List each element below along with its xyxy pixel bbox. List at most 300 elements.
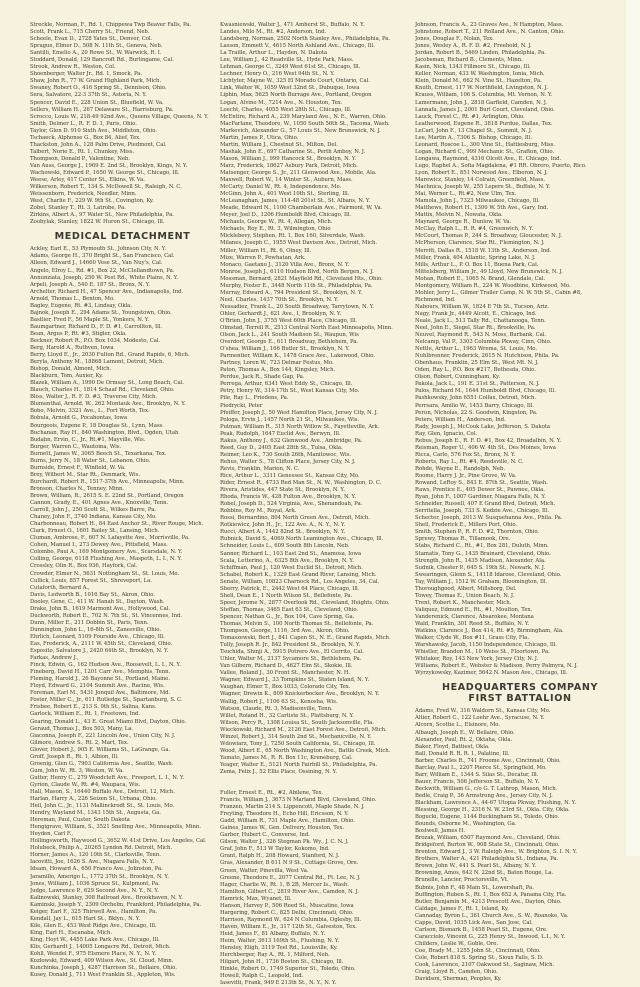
roster-entry: Serritella, Joseph, 733 S. Kedzie Ave., Chicago, Ill.	[415, 508, 550, 515]
roster-entry: Mohan, Robert E., 1065 N. Brand, Glendale, Cal.	[415, 275, 546, 282]
roster-entry: Harlan, Harry A., 226 Seizen St., Urbana, Ohio.	[30, 796, 157, 803]
roster-entry: Nabours, William W., 1824 E 7th St., Tucson, Ariz.	[415, 303, 549, 310]
roster-entry: Sanner, Richard L., 103 East 2nd St., Anamosa, Iowa	[220, 550, 362, 557]
column-2	[220, 22, 416, 987]
roster-entry: Johnstone, Robert T., 211 Rolland Ave., N. Canton, Ohio.	[415, 29, 565, 36]
roster-entry: Wald, Franklin, 301 Reed St., Buffalo, N. Y.	[415, 620, 530, 627]
roster-entry: Crossley, Olin R., Box 936, Hayfork, Cal.	[30, 563, 138, 570]
roster-entry: Alleen, Edward J., 14660 Vose St., Van Nuy's, Cal.	[30, 260, 163, 267]
roster-entry: Peak, Rudolph, 1647 Euclid Ave., Berwyn, Ill.	[220, 430, 341, 437]
roster-entry: Hanson, Harvey P., 506 Reed St., Muscatine, Iowa	[220, 902, 354, 909]
roster-entry: Beryla, Anthony M., 18868 Lamont, Detroit, Mich.	[30, 359, 165, 366]
roster-entry: Eas, Frederick, A., 2111 W. 45th St., Cleveland, Ohio.	[30, 640, 173, 647]
roster-entry: Marewicz, Stanley, 14 Colrain, Greenfield, Mass.	[415, 177, 546, 184]
roster-entry: LeCarl, John F., 13 Chapel St., Summit, N. J.	[415, 127, 533, 134]
roster-entry: Duckworth, Robert E., 702 N. 7th St., St. Vincennes, Ind.	[30, 612, 183, 619]
roster-entry: Davidson, Sherman, Peoples, Ky.	[415, 976, 502, 983]
roster-entry: Pfeiffer, Joseph J., 50 West Hamilton Place, Jersey City, N. J.	[220, 409, 378, 416]
roster-entry: Gum, John W., Rt. 3, Weston, W. Va.	[30, 767, 124, 774]
roster-entry: Paton, Thomas A., Box 144, Kingsley, Mich.	[220, 367, 336, 374]
roster-entry: Mason, William J., 999 Hancock St., Brooklyn, N. Y.	[220, 155, 357, 162]
roster-entry: Spencer, Nathan G., Jr., Box 104, Cave Spring, Ga.	[220, 613, 355, 620]
roster-entry: West, Charlie F., 229 W. 9th St., Covington, Ky.	[30, 198, 154, 205]
roster-entry: McEntire, Richard A., 239 Maryland Ave., N. E., Warren, Ohio.	[220, 113, 387, 120]
roster-entry: Matsenger, George S., Jr., 211 Glenwood Ave., Mobile, Ala.	[220, 169, 377, 176]
roster-entry: Michaels, George W., Rt. 4, Allegan, Mich.	[220, 219, 333, 226]
roster-list	[30, 22, 215, 226]
roster-entry: Olson, Robert, Cunningham, Ky.	[415, 374, 501, 381]
roster-entry: Neel, Charles, 1437 70th St., Brooklyn, N. Y.	[220, 296, 339, 303]
roster-entry: McCourt, Thomas P., 244 S. Broadway, Gloucester, N. J.	[415, 233, 563, 240]
roster-entry: Weissenborn, Frederick, Needler, Minn.	[30, 191, 137, 198]
roster-entry: Cluman, Ambrose, F., 607 N. Lafayette Ave., Morrisville, Pa.	[30, 535, 190, 542]
roster-entry: Robbins, Roy M., Royal, Ark.	[220, 508, 297, 515]
roster-entry: Barclay, Paul L., 2207 Pierce St., Springfield, Mo.	[415, 764, 547, 771]
list-gap	[220, 776, 416, 790]
roster-entry: Perdue, Jack R., Shade Gap, Pa.	[220, 374, 305, 381]
roster-entry: Swearingen, Glenn S., 14118 Idarose, Cleveland, Ohio.	[415, 571, 562, 578]
roster-entry: Bean, Argus P., Rt. #3, Stigler, Okla.	[30, 330, 127, 337]
roster-entry: Ohler, Gerhardt J., 621 Ave., I, Brooklyn, N. Y.	[220, 310, 342, 317]
roster-entry: Lechner, Henry O., 216 West 94th St., N. Y.	[220, 71, 335, 78]
roster-entry: Ackley, Earl E., 53 Plymouth St., Johnson City, N. Y.	[30, 246, 167, 253]
roster-entry: Pashkowsky, John 6551 Colfax, Detroit, Mich.	[415, 395, 537, 402]
roster-entry: Machnica, Joseph W., 255 Lepere St., Buffalo, N. Y.	[415, 184, 551, 191]
roster-entry: Van Gilbern, Richard D., 4627 Elm St., Skokie, Ill.	[220, 663, 353, 670]
column-3	[415, 22, 625, 983]
roster-entry: Bogucki, Eugene, 1144 Buckingham St., Toledo, Ohio.	[415, 814, 560, 821]
roster-entry: Burnside, Ernest F., Winfield, W. Va.	[30, 464, 126, 471]
roster-entry: Bliss, Walter J., R. F. D. #3, Traverse City, Mich.	[30, 394, 158, 401]
roster-entry: Montgomery, William R., 224 W. Woodbine, Kirkwood, Mo.	[415, 282, 571, 289]
roster-entry: Giaconna, Joseph F., 221 Lincoln Ave., Union City, N. J.	[30, 732, 176, 739]
roster-entry: Schiffman, Paul J., 120 West Euclid St., Detroit, Mich.	[220, 564, 363, 571]
roster-entry: Heim, Walter, 3613 169th St., Flushing, N. Y.	[220, 938, 340, 944]
roster-entry: Longawa, Raymond, 4316 Olcott Ave., E. Chicago, Ind.	[415, 155, 562, 162]
roster-entry: Schneider, Russell, 407 E Grand Blvd, Detroit, Mich.	[415, 501, 556, 508]
roster-entry: Bobula, Arnold G., Pocahontas, Iowa	[30, 415, 128, 422]
roster-entry: Reimer, Leo K., 730 South 26th, Manitowoc, Wis.	[220, 451, 352, 458]
section-heading-line: FIRST BATTALION	[468, 693, 572, 705]
roster-entry: Brenton, Edward J., 3 W. Raleigh Ave., W. Brighton, S. I. N. Y.	[415, 849, 578, 856]
roster-entry: Rowand, LeRoy S., 843 E. 87th St., Seattle, Wash.	[415, 480, 548, 487]
roster-entry: Logan, Alvino M., 7214 Ave., N. Houston, Tex.	[220, 99, 343, 106]
roster-entry: Thackston, John A., 128 Palm Drive, Piedmont, Cal.	[30, 141, 167, 148]
roster-entry: Rakus, Anthony J., 632 Glenwood Ave., Ambridge, Pa.	[220, 437, 363, 444]
roster-entry: Cannon, Grady, E., 401 Agnes Ave., Knoxville, Tenn.	[30, 500, 169, 507]
roster-entry: Jacobsman, Richard B., Clements, Minn.	[415, 57, 523, 64]
roster-entry: Finck, Edwin, G., 162 Hudson Ave., Roosevelt, L. I., N. Y.	[30, 662, 181, 669]
roster-entry: Berry, Lloyd E., Jr., 2030 Fulton Rd., Grand Rapids, 6, Mich.	[30, 352, 190, 359]
roster-entry: Monaco, Gaetano J., 3120 Villa Ave., Bronx, N. Y.	[220, 261, 350, 268]
roster-entry: Rubnick, David S., 4069 North Leamington Ave., Chicago, Ill.	[220, 536, 384, 543]
roster-entry: Jones, Douglas F., Nolan, Tex.	[415, 36, 494, 43]
roster-entry: Matthews, Robert H., 1300 W. 5th Ave., Gary, Ind.	[415, 205, 549, 212]
roster-entry: Bronson, Charles N., Tenney, Minn.	[30, 485, 125, 492]
roster-entry: Ehrlich, Leonard, 5109 Fourside Ave., Chicago, Ill.	[30, 633, 165, 640]
roster-entry: Ball, Donald R. R. R. 1, Palatine, Ill.	[415, 750, 510, 757]
roster-entry: Yamato, James M., R. R. Box 11c, Kreneburg, Cal.	[220, 754, 353, 761]
roster-entry: Brey, Wilbert M., Star Rt., Denmark, Wis.	[30, 471, 141, 478]
roster-entry: Gilmore, Andrew S., Rt. 2, Mart, Tex.	[30, 739, 129, 746]
roster-entry: Cohen, Manuel I., 273 Dewey Ave., Pittsfield, Mass.	[30, 542, 168, 549]
roster-entry: Brozak, William, 6507 Raymond Ave., Cleveland, Ohio.	[415, 835, 561, 842]
roster-entry: Swaney, Robert O., 416 Spring St., Dennison, Ohio.	[30, 85, 167, 92]
roster-entry: Rebus, Joseph E., R. F. D. #1, Box 42, Broadalbin, N. Y.	[415, 437, 562, 444]
roster-entry: Martin, James P., Utica, Ohio.	[220, 134, 299, 141]
roster-entry: Miller, William H., Rt. 6, Olney, Ill.	[220, 247, 312, 254]
roster-entry: Steffan, Thomas, 3465 East 63 St., Cleveland, Ohio.	[220, 606, 359, 613]
roster-entry: Herchberger, Ray A., Rt. 1, Milford, Neb.	[220, 952, 330, 959]
roster-entry: Annunziata, Joseph, 250 W. Post Rd., White Plains, N. Y.	[30, 274, 179, 281]
roster-entry: Leatherwood, Eugene R., 3818 Purdue, Dallas, Tex.	[415, 120, 553, 127]
roster-entry: Nagy, Frank Jr., 4449 Alcott, E., Chicago, Ind.	[415, 310, 537, 317]
roster-entry: Davis, Ledworth B., 1016 Bay St., Akron, Ohio.	[30, 591, 155, 598]
roster-entry: Hager, Charlie W., Rt. 1, B 2B, Mercer Is., Wash.	[220, 881, 349, 888]
roster-entry: Colombo, Paul A., 169 Montgomery Ave., Scarsdale, N. Y.	[30, 549, 183, 556]
roster-entry: Wdowiarz, Tony J., 7250 South California, St., Chicago, Ill.	[220, 740, 376, 747]
roster-entry: Vallee, Roland J., 30 Front St., Manchester, N. H.	[220, 670, 351, 677]
roster-entry: Hamilton, Gilbert C., 2819 River Ave., Camden, N. J.	[220, 888, 359, 895]
roster-entry: Zirkins, Albert A., 97 Water St., New Philadelphia, Pa.	[30, 212, 174, 219]
roster-entry: Rhoda, Francis W., 428 Fulton Ave., Brooklyn, N. Y.	[220, 494, 356, 501]
roster-entry: Lee, William J., 42 Readville St., Hyde Park, Mass.	[220, 57, 354, 64]
roster-entry: Gutter, Henry C., 279 Woodcleft Ave., Freeport, L. I., N. Y.	[30, 774, 185, 781]
roster-entry: Wood, Albert E., 65 North Washington Ave., Battle Creek, Mich.	[220, 747, 391, 754]
roster-entry: Towey, Thomas E., Union Beach, N. J.	[415, 592, 515, 599]
roster-entry: Charbonneau, Robert H., 84 East Anchor St., River Rouge, Mich.	[30, 521, 204, 528]
roster-entry: Winzel, Robert J., 314 South 2nd St., Mechanicville, N. Y.	[220, 733, 372, 740]
roster-entry: Mashak, John E., 697 Catharine St., Perth Amboy, N. J.	[220, 148, 366, 155]
roster-entry: Jordan, Robert B., 5469 Linden, Philadelphia, Pa.	[415, 50, 546, 57]
roster-entry: Glover, Hobert J., 905 E. Williams St., LaGrange, Ga.	[30, 746, 171, 753]
roster-entry: Holubeck, Philip A., 20265 Lyndon Rd. Detroit, Mich.	[30, 845, 173, 852]
roster-entry: Butler, Benjamin M., 4213 Prescott Ave., Dayton, Ohio.	[415, 898, 562, 905]
roster-entry: Landes, Milo M., Rt. #2, Anderson, Ind.	[220, 29, 327, 36]
roster-entry: Blauch, Charles H., 1814 Schaaf Rd., Cleveland, Ohio.	[30, 387, 175, 394]
roster-entry: Scott, Frank L., 715 Cherry St., Friend, Neb.	[30, 29, 150, 36]
roster-entry: Iacovitti, Joe, 1626 S. Ave., Niagara Falls, N. Y.	[30, 859, 155, 866]
roster-entry: Tsuchida, Shinji A., 5915 Potrero Ave., El Cerrito, Cal.	[220, 649, 364, 656]
roster-entry: Greene, Theodore E., 2077 Central Rd., Ft. Lee, N. J.	[220, 874, 361, 881]
roster-entry: Gaines, James W., Gen. Delivery, Houston, Tex.	[220, 825, 345, 832]
roster-entry: Micklebevy, Stephen, Rt. 1, Box 160, Silverdale, Wash.	[220, 233, 366, 240]
roster-entry: Baker, Floyd, Battiest, Okla.	[415, 743, 490, 750]
roster-entry: Stoddard, Donald, 129 Bancroft Rd., Burlingame, Cal.	[30, 57, 174, 64]
roster-entry: Heid, James F., 81 Albany, Buffalo, N. Y.	[220, 930, 326, 937]
roster-entry: Keller, Norman, 433 W. Washington, Ionia, Mich.	[415, 71, 545, 78]
roster-entry: Blazek, William A., 1990 De Ormsay St., Long Beach, Cal.	[30, 380, 184, 387]
roster-entry: Bedle, Craig P., 36 Armstrong Ave., Jersey City, N. J.	[415, 792, 553, 799]
roster-entry: Bostwell, James H.	[415, 828, 466, 835]
roster-entry: Ricca, Carlo, 576 Fox St., Bronx, N. Y.	[415, 451, 516, 458]
section-heading-line: HEADQUARTERS COMPANY	[441, 682, 599, 694]
roster-entry: Marz, Frederick, 18627 Asbury Park, Detroit, Mich.	[220, 162, 358, 169]
roster-entry: Hollingsworth, Haywood G., 3652 W. 41st Drive, Los Angeles, Cal.	[30, 838, 207, 845]
section-heading	[415, 682, 625, 704]
roster-entry: Mattix, Melvin N., Nowata, Okla.	[415, 212, 503, 219]
roster-entry: Klis, Gerhardt J., 14005 Longacre Rd., Detroit, Mich.	[30, 944, 171, 950]
roster-entry: Valiquez, Edmund E., Rt., #1, Moulton, Tex.	[415, 606, 533, 613]
roster-entry: Tully, Joseph R. Jr., 842 President St., Brooklyn, N. Y.	[220, 642, 361, 649]
roster-entry: Scheele, Evan D., 2728 Yates St., Denver, Col.	[30, 36, 153, 43]
roster-entry: Gadd, William R., 731 Maple Ave., Hamilton, Ohio.	[220, 818, 355, 825]
roster-entry: Watson, Claude, Rt. 3, Madisonville, Tenn.	[220, 705, 333, 712]
roster-entry: Wachowski, Edward P., 1650 W. George St., Chicago, Ill.	[30, 169, 180, 176]
roster-entry: Jones, William J., 1036 Spruce St., Kulpmont, Pa.	[30, 880, 160, 887]
roster-entry: Perrsara, Amilio W., 1453 Barry, Chicago, Ill.	[415, 402, 534, 409]
roster-entry: Revis, Franklin, Marion, N. C.	[220, 465, 300, 472]
roster-entry: Knuth, Ernest, 117 W. Northfield, Livingston, N. J.	[415, 85, 548, 92]
roster-entry: Harrison, Raymond W., 624 N Columbia, Oglesby, Ill.	[220, 916, 362, 923]
roster-entry: Schecter, Joseph, 2013 W. Susquehanna Ave., Phila. Pa.	[415, 515, 563, 522]
roster-list	[30, 246, 215, 979]
roster-entry: Pakola, Jack L., 191 E. 31st St., Patterson, N. J.	[415, 381, 540, 388]
roster-entry: Buffington, Ruben S., Rt. 1, Box 652 A, Panama City, Fla.	[415, 891, 567, 898]
roster-entry: Sherry, Patrick, E., 2442 West 64 Place, Chicago, Ill.	[220, 585, 360, 592]
section-heading-line: MEDICAL DETACHMENT	[54, 231, 191, 243]
roster-entry: Kile, Glen E., 453 West Ridge Ave., Chicago, Ill.	[30, 922, 157, 929]
roster-entry: Michaels, Roy E., Rt. 3, Wilmington, Ohio	[220, 226, 331, 233]
roster-entry: Logan, Richard C., 999 Mechanic St., Grafton, Ohio.	[415, 148, 555, 155]
roster-entry: Lichtyter, Mayne W., 325 El Morado Court, Ontario, Cal.	[220, 78, 370, 85]
roster-entry: Howell, Ralph C., Leopold, Ind.	[220, 973, 304, 980]
roster-entry: Lannafa, James J., 2001 Burl Court, Cleveland, Ohio.	[415, 106, 555, 113]
roster-entry: Murray, Edward A., 794 President St., Brooklyn, N. Y.	[220, 289, 363, 296]
roster-entry: Shell, Frederick E., Millers Port, Ohio.	[415, 522, 518, 529]
roster-entry: Horner, James A., 120 10th St., Clarksville, Tenn.	[30, 852, 161, 859]
roster-entry: Altier, Robert C., 122 Loehr Ave., Syracuse, N. Y.	[415, 715, 545, 722]
roster-entry: Wagner, Drewin K., 809 Knickerbocker Ave., Brooklyn, N. Y.	[220, 691, 380, 698]
roster-entry: Burnett, James W., 3065 Beech St., Texarkana, Tex.	[30, 450, 167, 457]
roster-entry: Williams, Robert E., Webster & Madison, Perry Palmyra, N. J.	[415, 663, 578, 670]
roster-entry: Clark, Ernest O., 1601 Bailey St., Lansing, Mich.	[30, 528, 160, 535]
roster-entry: Caracciolo, Vincent G., 225 Henry St., Inwood, L.I., N. Y.	[415, 933, 566, 940]
roster-entry: Bobo, Melvin, 3321 Ave., L., Fort Worth, Tex.	[30, 408, 150, 415]
roster-entry: Senate, William, 10823 Charnock Rd., Los Angeles, 34, Cal.	[220, 578, 380, 585]
roster-entry: Albaugh, Joseph E., W. Bellaire, Ohio.	[415, 729, 515, 736]
roster-entry: Craig, Lloyd R., Camden, Ohio.	[415, 969, 498, 976]
roster-entry: Ryan, John F., 1007 Gardiner, Niagara Falls, N. Y.	[415, 494, 546, 501]
roster-entry: Adams, George H., 370 Bright St., San Francisco, Cal.	[30, 253, 175, 260]
roster-entry: Maxwell, Robert W., 14 Winter St., Auburn, Mass.	[220, 177, 353, 184]
roster-entry: Fuller, Ernest E., Rt., #2, Abilene, Tex.	[220, 790, 324, 797]
roster-entry: Dunnington, John L., 16-8th St., Zanesville, Ohio.	[30, 626, 161, 633]
roster-entry: Johnson, Francis A., 23 Graves Ave., N Hampton, Mass.	[415, 22, 564, 28]
roster-entry: Sprague, Elmer D., 508 N. 11th St., Geneva, Neb.	[30, 43, 163, 50]
roster-entry: Burns, Jerry N., 18 Water St., Lebanon, Ohio.	[30, 457, 151, 464]
roster-entry: Hendry, Wayland M., 1343 15th St., Augusta, Ga.	[30, 810, 161, 817]
roster-entry: Foster, Miller C., Jr., 611 Rutledge St., Spartanburg, S. C.	[30, 697, 183, 704]
roster-entry: McPherson, Clarence, Star Rt., Flemington, N. J.	[415, 240, 545, 247]
roster-entry: Franzen, Martin 214 S. Lippencott, Maple Shade, N. J.	[220, 804, 365, 811]
roster-entry: Neuvel, Raymond R., 543 N. Moss, Burbank, Cal.	[415, 332, 547, 339]
roster-entry: Jones, Wesley A., R. F. D. #2, Freehold, N. J.	[415, 43, 532, 50]
roster-entry: Buchanan, Ray H., 840 Washington, Blvd., Ogden, Utah	[30, 429, 179, 436]
roster-entry: Gilson, Walter J., 326 Stegman Pk. Wy., J. C. N. J.	[220, 839, 349, 846]
roster-entry: Judge, Lawrence P., 629 Second Ave., N. Y., N. Y.	[30, 887, 159, 894]
roster-entry: Kwasniewski, Walter J., 471 Amherst St., Buffalo, N. Y.	[220, 22, 365, 28]
roster-entry: Miller, Frank, 404 Atlantic, Spring Lake, N. J.	[415, 254, 536, 261]
roster-entry: Landsberg, Norman, 2502 North Stanley Ave., Philadelphia, Pa.	[220, 36, 391, 43]
roster-entry: Palos, Richard M., 1644 Humboldt Blvd, Chicago, Ill.	[415, 388, 556, 395]
roster-entry: Blessing, George H., 2316 N. W. 23rd St., Okla. City, Okla.	[415, 807, 570, 814]
roster-entry: Rotkiewicz, John H., Jr., 122 Ave. A., N. Y., N. Y.	[220, 522, 346, 529]
roster-entry: Groff, Joseph R., Rt. 1, Albion, Ill.	[30, 753, 119, 760]
roster-entry: Smith, Delmer L., R. F. D. 1, Paris, Ohio.	[30, 120, 137, 127]
roster-entry: Bastlier, Fred F., 56 Maple St., Yonkers, N. Y.	[30, 316, 150, 323]
roster-entry: Willet, Roland H., 32 Cartiste St., Plattsburg, N. Y.	[220, 712, 354, 719]
roster-entry: Fleming, Harold J., 26 Bayonne St., Portland, Maine.	[30, 676, 170, 683]
roster-entry: Piedrycki, Peter	[220, 402, 263, 409]
roster-entry: Chaney, John F., 3740 Indiana, Kansas City, Mo.	[30, 514, 157, 521]
roster-entry: Alcorn, Scottie L., Elsinore, Mo.	[415, 722, 501, 729]
roster-entry: Santilli, Emelio A., 20 Rowe St., W. Warwick, R. I.	[30, 50, 162, 57]
roster-entry: Wieckowski, Richard M., 2126 East Forest Ave., Detroit, Mich.	[220, 726, 387, 733]
roster-entry: Rivera, Aristides, 447 State St., Brooklyn, N. Y.	[220, 487, 345, 494]
roster-entry: MacFarlane, Theodore, W., 1050 South 56th St., Tacoma, Wash.	[220, 120, 390, 127]
roster-entry: Merritt, Dallas R., 1518 W. 13th St., Anderson, Ind.	[415, 247, 552, 254]
roster-entry: Burger, Warren C., Wautoma, Wis.	[30, 443, 122, 450]
roster-entry: Cutaforth, Bernard A.,	[30, 584, 90, 591]
roster-entry: Mai, Werner L., Rt.#2, New Ulm, Tex.	[415, 191, 517, 198]
roster-entry: Kendall, Jay L., 615 Hart St., Bklyn., N. Y.	[30, 915, 141, 922]
roster-entry: Cole, Robert 818 S. Spring St., Sioux Falls, S. D.	[415, 955, 544, 961]
roster-entry: Drake, John B., 1619 Marmont Ave., Hollywood, Cal.	[30, 605, 171, 612]
roster-entry: Francis, William J., 3673 N Marland Blvd, Cleveland, Ohio.	[220, 797, 377, 804]
roster-entry: Nettle, Arthur L., 1963 Wrema, St. Louis, Mo.	[415, 346, 537, 353]
roster-entry: Beckwith, William G., c/o G. T. Lathrop, Mason, Mich.	[415, 785, 558, 792]
roster-entry: Hengigrave, William, S., 3521 Snelling Ave., Minneapolis, Minn.	[30, 824, 201, 831]
roster-entry: Frisbee, Robert E., 213 S. 9th St., Salina, Kans.	[30, 704, 157, 711]
roster-entry: Berg, Harold A., Ruthven, Iowa	[30, 345, 114, 352]
roster-entry: Stamatis, Tony G., 1435 Brainard, Cleveland, Ohio.	[415, 550, 551, 557]
roster-entry: Groenig, Glen G., 7903 California Ave., Seattle, Wash.	[30, 760, 174, 767]
roster-entry: Mittelsberg, William Jr., 49 Lloyd, New Brunswick, N. J.	[415, 268, 563, 275]
roster-entry: Crowder, Elmer N., 5631 Nottingham St., St. Louis, Mo.	[30, 570, 180, 577]
roster-entry: Bajnok, Joseph E., 294 Adams St., Youngstown, Ohio.	[30, 309, 172, 316]
roster-entry: Van Auss, George J., 1969 E. 2nd St., Brooklyn, Kings, N. Y.	[30, 162, 188, 169]
roster-entry: Reed, Guy D., 2405 East 28th St., Tulsa, Okla.	[220, 444, 343, 451]
roster-entry: Gearing, Donald L., 43 E. Great Miami Blvd, Dayton, Ohio.	[30, 718, 187, 725]
roster-entry: Green, Walter, Pinevilla, West Va.	[220, 867, 309, 874]
roster-entry: Bubnis, John F., 48 Main St., Lowershaft, Pa.	[415, 884, 534, 891]
roster-entry: Sprewy, Thomas R., Tillamook, Ore.	[415, 536, 511, 543]
roster-entry: Markevich, Alexander G., 57 Louis St., New Brunswick, N. J.	[220, 127, 381, 134]
roster-entry: McGinn, John A., 401 West 10th St., Sterling, Ill.	[220, 191, 350, 198]
roster-entry: Lamermann, John J., 2818 Garfield, Camden, N. J.	[415, 99, 548, 106]
page-margin	[626, 0, 640, 856]
roster-entry: Peters, William H., Anderson, Ind.	[415, 416, 506, 423]
roster-entry: Reisman, Roger U., 406 W. 4th St., Des Moines, Iowa	[415, 444, 556, 451]
roster-entry: Talbert, Norie E., Rt. 1, Chunkey, Miss.	[30, 148, 134, 155]
roster-entry: Tomaszewski, Bert J., 841 Capen St., N. E., Grand Rapids, Mich.	[220, 635, 391, 642]
roster-entry: Dunn, Miller E., 211 Dobbin St., Paris, Tenn.	[30, 619, 149, 626]
roster-entry: Gras, Alexander, B 611 N 9 St., Cottage Grove, Ore.	[220, 860, 359, 867]
roster-entry: Tay, William J., 1512 W. Graham, Bloomington, Ill.	[415, 578, 548, 585]
roster-entry: Walker, Clyde W., Box #11, Grass City, Fla.	[415, 635, 529, 642]
roster-entry: Yeager, Walter E., 5121 North Fairhill St., Philadelphia, Pa.	[220, 761, 378, 768]
roster-list	[415, 22, 625, 677]
roster-entry: O'Brien, John J., 3755 West 60th Place, Chicago, Ill.	[220, 317, 358, 324]
roster-entry: Bauer, Francis, 506 Jefferson St., Buffalo, N. Y.	[415, 778, 540, 785]
roster-entry: Streckle, Norman, F., Rd. 1, Chippewa Twp Beaver Falls, Pa.	[30, 22, 192, 28]
roster-entry: Scrocco, Louis W., 218-49 92nd Ave., Queens Village, Queens, N. Y.	[30, 113, 209, 120]
roster-entry: Pile, Ray L., Friedens, Pa.	[220, 395, 289, 402]
roster-entry: Sera, Salvatore, 22-3 37th St., Astoria, N. Y.	[30, 92, 147, 99]
roster-entry: Carroll, John J., 250 Scott St., Wilkes Barre, Pa.	[30, 507, 157, 514]
roster-entry: Iasevitti, Frank, 949 E 213th St., N. Y., N. Y.	[220, 980, 337, 987]
roster-entry: Hensley, Eligh, 3119 Teel Rd., Louisville, Ky.	[220, 945, 338, 952]
roster-entry: Partney, Loren W., 723 Delmar Festus, Mo.	[220, 360, 334, 367]
roster-entry: Kohll, Wendel F., 975 Elsmere Place, N. Y., N. Y.	[30, 951, 157, 958]
roster-entry: Mamola, John J., 7323 Milwaukee, Chicago, Ill.	[415, 198, 540, 205]
roster-entry: Bounds, Osborne M., Washington, Ga.	[415, 821, 517, 828]
roster-entry: Hereman, Paul, Custer, South Dakota	[30, 817, 130, 824]
roster-entry: Watkins, Clarence J., Box 414, Rt. #5, Birmingham, Ala.	[415, 628, 564, 635]
roster-entry: Foreman, Earl M., 5431 Jonquil Ave., Baltimore, Md.	[30, 690, 171, 697]
roster-entry: Hamrick, Max, Wyanet, Ill.	[220, 895, 292, 902]
roster-entry: Pologa, Ervin J., 1457 North 21 St., Milwaukee, Wis.	[220, 416, 360, 423]
roster-entry: Lee, Martin A., 7306 S. Bishop, Chicago, Ill.	[415, 134, 532, 141]
roster-entry: Roberts, Ray L., Rt. #4, Reedsville, N. C.	[415, 458, 524, 465]
roster-entry: Obenhaus, Franklin, 25 Elm St., West Mt. N. J.	[415, 360, 539, 367]
roster-entry: Brunelle, Lancier, Proctorsville, Vt.	[415, 877, 509, 884]
roster-entry: Lasson, Emmett V., 4615 North Ashland Ave., Chicago, Ill.	[220, 43, 375, 50]
roster-entry: Loecht, Charles, 4055 West 28th St., Chicago, Ill.	[220, 106, 352, 113]
roster-entry: Scala, Letterino, A., 6325 8th Ave., Brooklyn, N. Y.	[220, 557, 354, 564]
roster-entry: Wilkerson, Robert T., 134 S. McDowell St., Raleigh, N. C.	[30, 184, 182, 191]
roster-entry: McLeanaghan, James, 114-48 201st St., St. Albans, N. Y.	[220, 198, 371, 205]
roster-entry: Beckner, Robert R., P.O. Box 1034, Modesto, Cal.	[30, 337, 161, 344]
roster-entry: Burchardt, Robert R., 1517-37th Ave., Minneapolis, Minn.	[30, 478, 185, 485]
roster-entry: Nessadiez, Frank L., 20 South Broadway, Tarrytown, N. Y.	[220, 303, 375, 310]
roster-entry: Stabs, Richard C., Rt., #1, Box 281, Duluth, Minn.	[415, 543, 549, 550]
roster-entry: Bagley, Eugene, Rt. #3, Lindsay, Okla.	[30, 302, 132, 309]
roster-entry: Zoobylak, Stanley, 1822 W. Huron St., Chicago, Ill.	[30, 219, 165, 226]
roster-entry: Murphy, Foster E., 3448 North 11th St., Philadelphia, Pa.	[220, 282, 373, 289]
roster-entry: Oden, Ray L., P.O. Box #217, Bethesda, Ohio.	[415, 367, 536, 374]
roster-list	[220, 22, 416, 776]
roster-entry: Wilson, Percy R., 1308 Louisa St., South Jacksonville, Fla.	[220, 719, 374, 726]
roster-entry: Putman, William R., 315 North Willow St., Fayetteville, Ark.	[220, 423, 380, 430]
roster-entry: Tschaeck, Alphonse G., Box 84, Alief, Tex.	[30, 134, 141, 141]
roster-entry: Hinkle, Robert D., 1749 Superior St., Toledo, Ohio.	[220, 966, 356, 973]
roster-entry: Brown, William, R., 2615 S. E. 22nd St., Portland, Oregon	[30, 493, 184, 499]
roster-list	[220, 790, 416, 987]
roster-entry: Olmstad, Terrell R., 2513 Central North East Minneapolis, Minn.	[220, 325, 393, 332]
roster-entry: Martin, William J., Chestnut St., Milton, Del.	[220, 141, 338, 148]
roster-entry: Colling, George, 6118 Flushing Ave., Maspeth, L. I., N. Y.	[30, 556, 182, 563]
roster-entry: Lyon, Robert E., 851 Norwood Ave., Elberon, N. J.	[415, 169, 548, 176]
roster-entry: Taylor, Glen D. 910 Sixth Ave., Middleton, Ohio.	[30, 127, 157, 134]
roster-entry: Klein, Donald M., 662 N. Vine St., Hazelton, Pa.	[415, 78, 542, 85]
roster-entry: Blackburn, Tom, Auxier, Ky.	[30, 373, 103, 380]
roster-entry: Kalinowski, Stanley, 308 Railroad Ave., Brookhaven, N. Y.	[30, 894, 183, 901]
roster-entry: Grant, Ralph H., 208 Howard, Stanford, N. J.	[220, 853, 340, 860]
roster-entry: Barber, Charles R., 741 Froome Ave., Cincinnati, Ohio.	[415, 757, 561, 764]
roster-entry: Maynard, George R., Dunlow, W. Va.	[415, 219, 512, 226]
roster-entry: Wyrzykowsky, Kazimer, 5642 N. Mason Ave., Chicago, Ill.	[415, 670, 568, 677]
roster-entry: Freyting, Theodore H., Echo Hill, Ericsson, N. Y.	[220, 811, 349, 818]
roster-entry: Schabel, Robert K., 1329 East Grand River, Lansing, Mich.	[220, 571, 377, 578]
roster-entry: Spencer, David E., 228 Union St., Bluefield, W. Va.	[30, 99, 164, 106]
roster-entry: Liphin, Max, 5625 North Burrage Ave., Portland, Oregon	[220, 92, 372, 99]
roster-entry: Ray, Glen, Ignacio, Col.	[415, 430, 478, 437]
roster-entry: Rohde, Wayne E., Randolph, Neb.	[415, 465, 505, 472]
roster-entry: Zobel, Stanley T., Rt. 3, Latrobe, Pa.	[30, 205, 126, 212]
roster-entry: Angelo, Elroy L., Rd. #1, Box 22, McClellandtown, Pa.	[30, 267, 175, 274]
